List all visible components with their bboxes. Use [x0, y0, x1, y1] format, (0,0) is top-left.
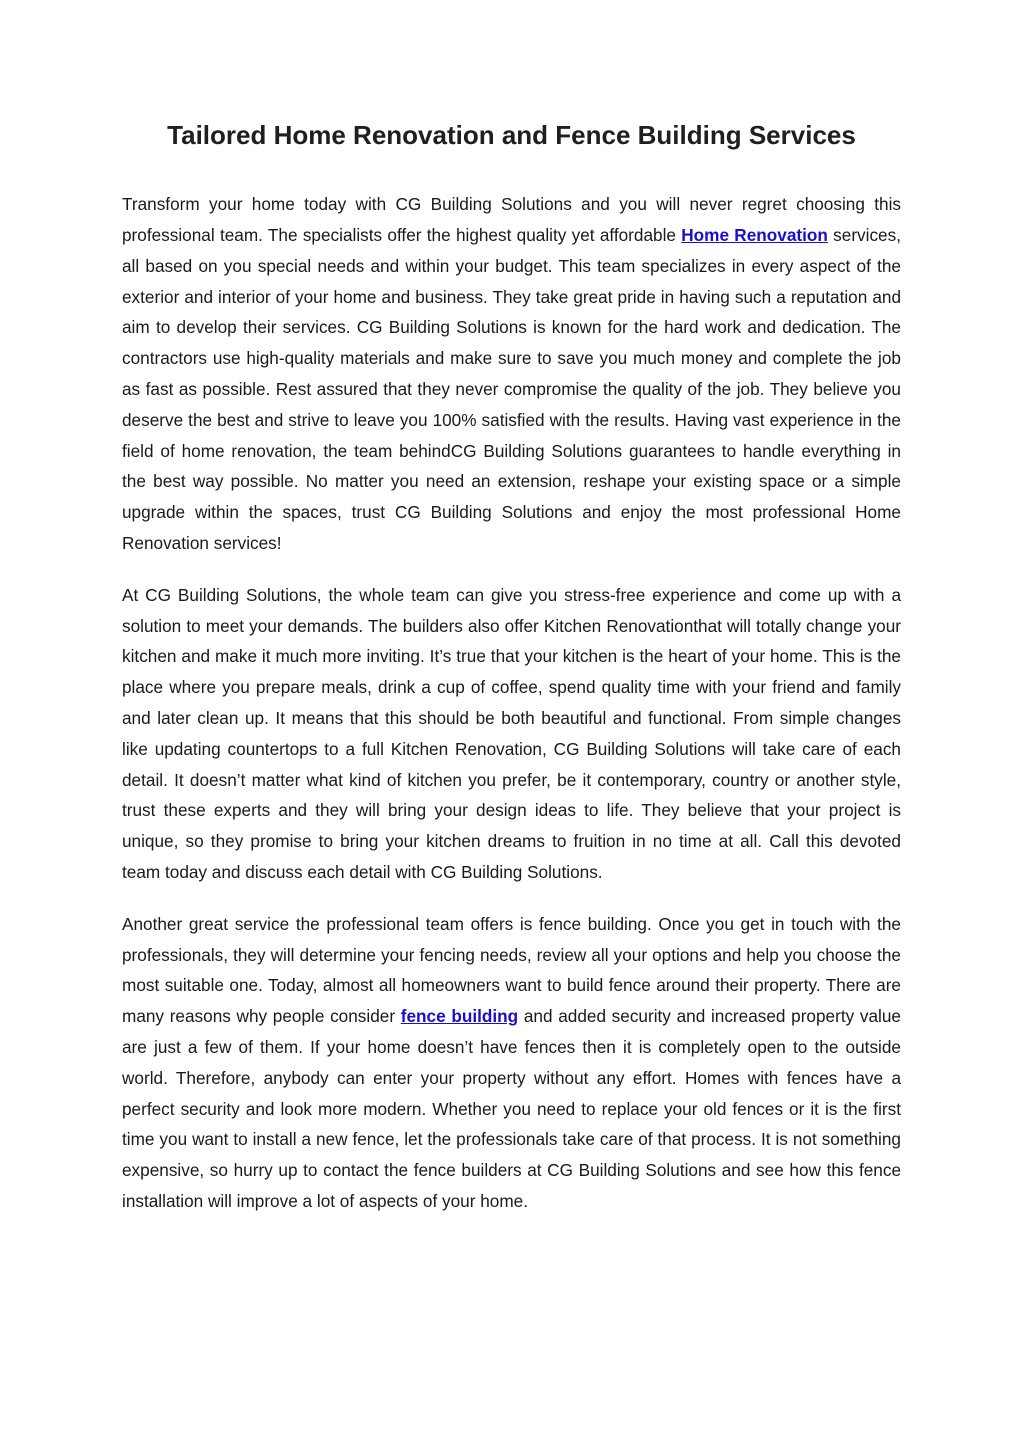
- paragraph-fence-building: [122, 909, 901, 1217]
- paragraph-text: and added security and increased property value are just a few of them. If your home doesn’t have fences then it is completely open to the outside world. Therefore, anybody can enter your property without any effort. Homes with fences have a perfect security and look more modern. Whether you need to replace your old fences or it is the first time you want to install a new fence, let the professionals take care of that process. It is not something expensive, so hurry up to contact the fence builders at CG Building Solutions and see how this fence installation will improve a lot of aspects of your home.: [122, 1006, 901, 1211]
- paragraph-text: Another great service the professional team offers is fence building. Once you get in touch with the professionals, they will determine your fencing needs, review all your options and help you choose the most suitable one. Today, almost all homeowners want to build fence around their property. There are many reasons why people consider: [122, 913, 901, 1027]
- paragraph-home-renovation: [122, 189, 901, 559]
- paragraph-text: Transform your home today with CG Building Solutions and you will never regret choosing this professional team. The specialists offer the highest quality yet affordable: [122, 194, 901, 245]
- home-renovation-link[interactable]: Home Renovation: [681, 224, 828, 245]
- fence-building-link[interactable]: fence building: [400, 1006, 519, 1027]
- paragraph-kitchen-renovation: At CG Building Solutions, the whole team can give you stress-free experience and come up with a solution to meet your demands. The builders also offer Kitchen Renovationthat will totally change your kitchen and make it much more inviting. It’s true that your kitchen is the heart of your home. This is the place where you prepare meals, drink a cup of coffee, spend quality time with your friend and family and later clean up. It means that this should be both beautiful and functional. From simple changes like updating countertops to a full Kitchen Renovation, CG Building Solutions will take care of each detail. It doesn’t matter what kind of kitchen you prefer, be it contemporary, country or another style, trust these experts and they will bring your design ideas to life. They believe that your project is unique, so they promise to bring your kitchen dreams to fruition in no time at all. Call this devoted team today and discuss each detail with CG Building Solutions.: [122, 584, 901, 882]
- paragraph-text: services, all based on you special needs and within your budget. This team specializes in every aspect of the exterior and interior of your home and business. They take great pride in having such a reputation and aim to develop their services. CG Building Solutions is known for the hard work and dedication. The contractors use high-quality materials and make sure to save you much money and complete the job as fast as possible. Rest assured that they never compromise the quality of the job. They believe you deserve the best and strive to leave you 100% satisfied with the results. Having vast experience in the field of home renovation, the team behindCG Building Solutions guarantees to handle everything in the best way possible. No matter you need an extension, reshape your existing space or a simple upgrade within the spaces, trust CG Building Solutions and enjoy the most professional Home Renovation services!: [122, 224, 901, 553]
- document-title: Tailored Home Renovation and Fence Building Services: [167, 120, 856, 150]
- document-page: [122, 120, 901, 1238]
